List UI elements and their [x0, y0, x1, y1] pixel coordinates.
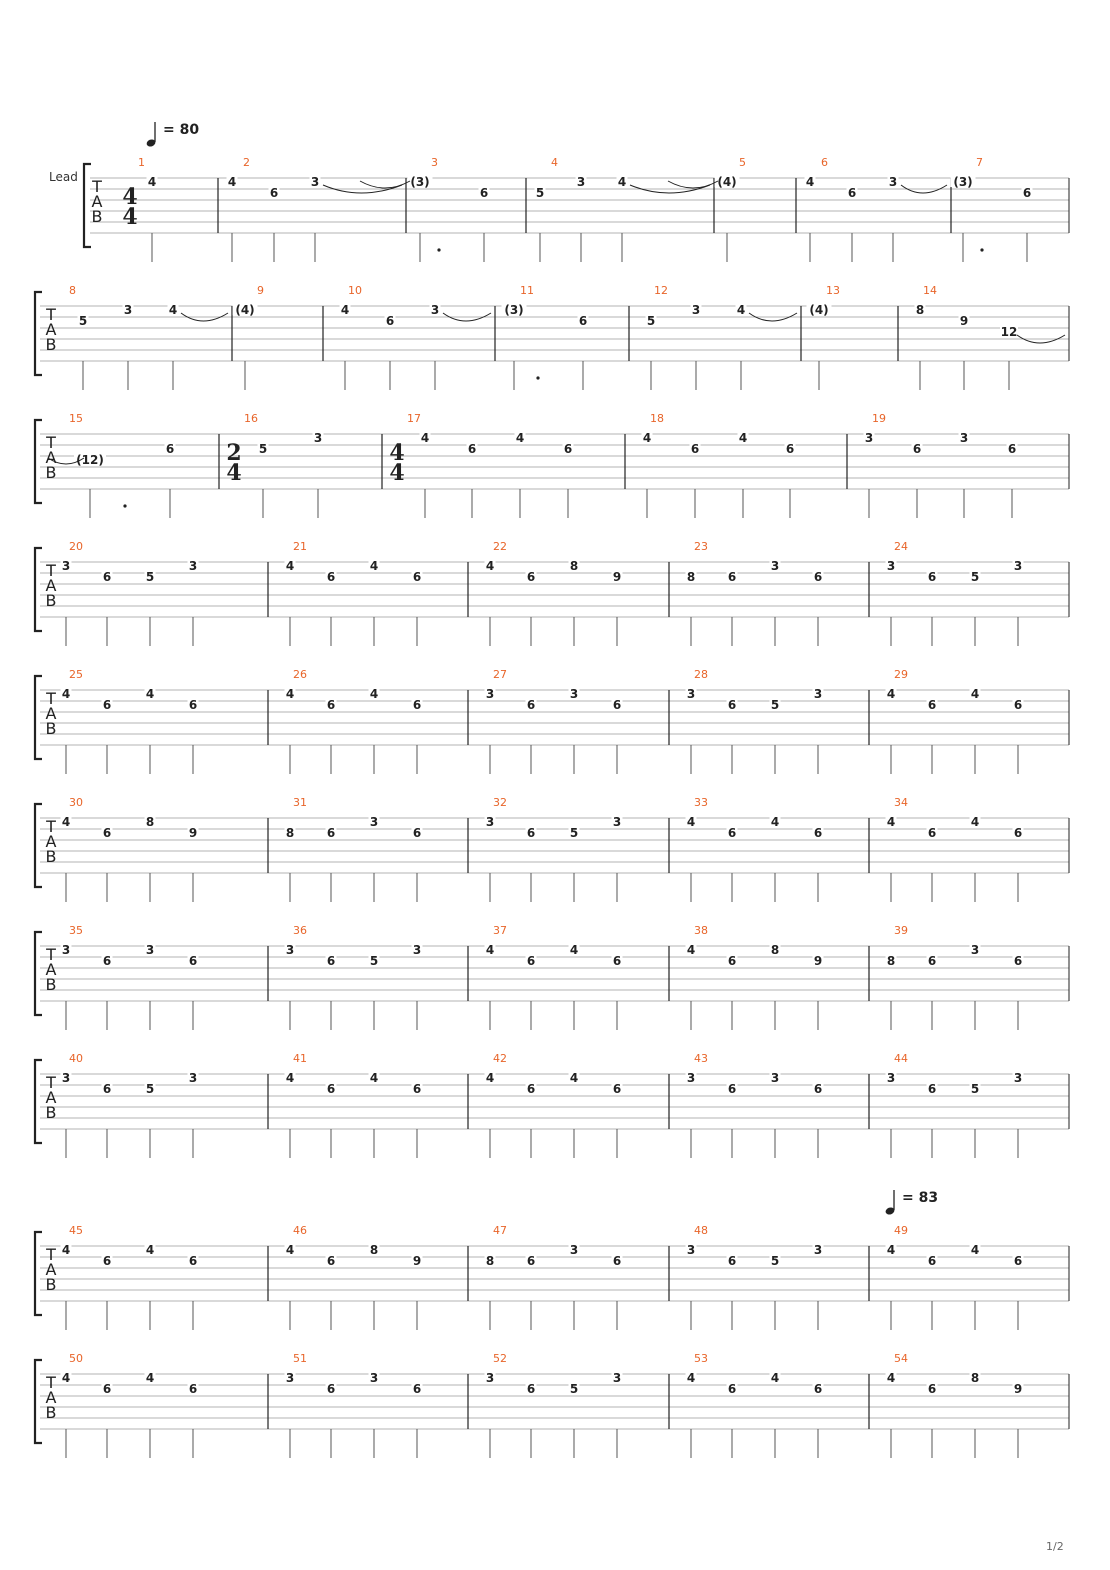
fret-number: 6 [912, 442, 922, 456]
tab-clef-letter: T [46, 305, 56, 324]
fret-number: 4 [770, 815, 780, 829]
measure-number: 11 [520, 284, 534, 297]
measure-number: 3 [431, 156, 438, 169]
fret-number: 4 [147, 175, 157, 189]
page-number: 1/2 [1046, 1540, 1064, 1553]
fret-number: 3 [61, 1071, 71, 1085]
fret-number: 6 [847, 186, 857, 200]
measure-number: 46 [293, 1224, 307, 1237]
dotted-rest [437, 248, 440, 251]
tab-clef-letter: B [45, 1403, 57, 1422]
fret-number: 5 [145, 570, 155, 584]
fret-number: 6 [269, 186, 279, 200]
fret-number: 9 [813, 954, 823, 968]
fret-number: 6 [1013, 954, 1023, 968]
fret-number: 3 [485, 1371, 495, 1385]
fret-number: 6 [1013, 1254, 1023, 1268]
measure-number: 4 [551, 156, 558, 169]
fret-number: 6 [188, 698, 198, 712]
measure-number: 7 [976, 156, 983, 169]
fret-number: 6 [188, 1382, 198, 1396]
fret-number: 6 [612, 954, 622, 968]
tab-clef-letter: B [45, 591, 57, 610]
measure-number: 9 [257, 284, 264, 297]
fret-number: 9 [188, 826, 198, 840]
system-bracket [35, 548, 42, 631]
tempo-value: = 80 [163, 122, 200, 138]
measure-number: 28 [694, 668, 708, 681]
fret-number: 6 [188, 1254, 198, 1268]
fret-number: 5 [569, 826, 579, 840]
fret-number: 4 [886, 687, 896, 701]
fret-number: 4 [61, 687, 71, 701]
fret-number: 3 [970, 943, 980, 957]
measure-number: 13 [826, 284, 840, 297]
fret-number: 6 [612, 698, 622, 712]
fret-number: 5 [258, 442, 268, 456]
system-bracket [35, 420, 42, 503]
measure-number: 2 [243, 156, 250, 169]
fret-number: 3 [1013, 559, 1023, 573]
fret-number: 6 [1013, 698, 1023, 712]
system-bracket [35, 932, 42, 1015]
fret-number: 6 [1007, 442, 1017, 456]
fret-number: 8 [686, 570, 696, 584]
time-signature-top: 2 [226, 440, 242, 466]
system-bracket [35, 676, 42, 759]
tab-clef-letter: T [46, 1073, 56, 1092]
fret-number: 6 [690, 442, 700, 456]
tab-clef-letter: T [46, 689, 56, 708]
fret-number: 6 [785, 442, 795, 456]
measure-number: 30 [69, 796, 83, 809]
fret-number: 3 [686, 687, 696, 701]
fret-number: 5 [770, 698, 780, 712]
fret-number: 3 [310, 175, 320, 189]
measure-number: 33 [694, 796, 708, 809]
fret-number: 6 [727, 1082, 737, 1096]
measure-number: 18 [650, 412, 664, 425]
fret-number: 6 [102, 826, 112, 840]
fret-number: 5 [535, 186, 545, 200]
fret-number: 3 [691, 303, 701, 317]
fret-number: 6 [526, 570, 536, 584]
fret-number: 3 [1013, 1071, 1023, 1085]
tempo-value: = 83 [902, 1190, 939, 1206]
fret-number: 3 [612, 1371, 622, 1385]
tab-clef-letter: A [45, 576, 57, 595]
fret-number: 8 [770, 943, 780, 957]
fret-number: 9 [412, 1254, 422, 1268]
fret-number: 3 [686, 1243, 696, 1257]
fret-number: 4 [340, 303, 350, 317]
fret-number: 8 [369, 1243, 379, 1257]
fret-number: 5 [770, 1254, 780, 1268]
tab-clef-letter: A [45, 960, 57, 979]
measure-number: 19 [872, 412, 886, 425]
fret-number: 6 [927, 1082, 937, 1096]
fret-number: 6 [326, 698, 336, 712]
fret-number: 3 [612, 815, 622, 829]
fret-number: 6 [326, 570, 336, 584]
fret-number: 4 [886, 815, 896, 829]
fret-number: 6 [927, 1382, 937, 1396]
fret-number: 6 [412, 1382, 422, 1396]
fret-number: (4) [717, 175, 737, 189]
fret-number: 3 [412, 943, 422, 957]
measure-number: 37 [493, 924, 507, 937]
fret-number: 4 [61, 1243, 71, 1257]
fret-number: 6 [326, 826, 336, 840]
measure-number: 17 [407, 412, 421, 425]
measure-number: 25 [69, 668, 83, 681]
fret-number: 3 [369, 815, 379, 829]
fret-number: 6 [727, 1254, 737, 1268]
fret-number: 8 [285, 826, 295, 840]
fret-number: 3 [569, 1243, 579, 1257]
fret-number: 3 [485, 687, 495, 701]
fret-number: 4 [886, 1243, 896, 1257]
fret-number: 6 [526, 954, 536, 968]
fret-number: 3 [864, 431, 874, 445]
measure-number: 38 [694, 924, 708, 937]
measure-number: 36 [293, 924, 307, 937]
time-signature-bottom: 4 [389, 460, 405, 486]
measure-number: 14 [923, 284, 937, 297]
dotted-rest [536, 376, 539, 379]
tie-arc [360, 181, 410, 188]
fret-number: 12 [1000, 325, 1018, 339]
measure-number: 16 [244, 412, 258, 425]
measure-number: 45 [69, 1224, 83, 1237]
fret-number: 8 [915, 303, 925, 317]
measure-number: 27 [493, 668, 507, 681]
tab-clef-letter: B [45, 463, 57, 482]
fret-number: 4 [485, 943, 495, 957]
fret-number: 6 [102, 954, 112, 968]
fret-number: 5 [569, 1382, 579, 1396]
tab-clef-letter: A [45, 832, 57, 851]
tab-clef-letter: T [46, 433, 56, 452]
system-bracket [84, 164, 91, 247]
fret-number: 8 [485, 1254, 495, 1268]
time-signature-top: 4 [122, 184, 138, 210]
fret-number: 9 [1013, 1382, 1023, 1396]
fret-number: 3 [145, 943, 155, 957]
fret-number: 6 [927, 954, 937, 968]
tab-clef-letter: T [46, 1373, 56, 1392]
tab-clef-letter: B [45, 719, 57, 738]
fret-number: 6 [612, 1082, 622, 1096]
fret-number: 5 [646, 314, 656, 328]
fret-number: 6 [102, 698, 112, 712]
fret-number: 6 [813, 1382, 823, 1396]
dotted-rest [123, 504, 126, 507]
fret-number: 4 [285, 559, 295, 573]
fret-number: 3 [886, 559, 896, 573]
fret-number: (12) [76, 453, 104, 467]
tab-clef-letter: A [45, 1388, 57, 1407]
measure-number: 32 [493, 796, 507, 809]
fret-number: 5 [970, 1082, 980, 1096]
fret-number: 4 [686, 943, 696, 957]
system-bracket [35, 1232, 42, 1315]
measure-number: 8 [69, 284, 76, 297]
fret-number: 6 [326, 1382, 336, 1396]
fret-number: 4 [686, 815, 696, 829]
measure-number: 29 [894, 668, 908, 681]
system-bracket [35, 1360, 42, 1443]
measure-number: 51 [293, 1352, 307, 1365]
fret-number: 6 [102, 1254, 112, 1268]
fret-number: 6 [727, 698, 737, 712]
fret-number: 6 [927, 698, 937, 712]
fret-number: 6 [412, 570, 422, 584]
fret-number: 4 [738, 431, 748, 445]
fret-number: 3 [430, 303, 440, 317]
system-bracket [35, 1060, 42, 1143]
measure-number: 50 [69, 1352, 83, 1365]
fret-number: 5 [369, 954, 379, 968]
fret-number: 6 [526, 1082, 536, 1096]
fret-number: 4 [145, 687, 155, 701]
fret-number: 6 [578, 314, 588, 328]
quarter-note-icon [884, 1186, 900, 1218]
fret-number: 6 [813, 826, 823, 840]
measure-number: 21 [293, 540, 307, 553]
tab-clef-letter: A [91, 192, 103, 211]
fret-number: 3 [188, 559, 198, 573]
tab-clef-letter: T [46, 945, 56, 964]
fret-number: 6 [526, 1254, 536, 1268]
fret-number: 6 [412, 1082, 422, 1096]
measure-number: 20 [69, 540, 83, 553]
fret-number: 4 [145, 1371, 155, 1385]
measure-number: 35 [69, 924, 83, 937]
measure-number: 49 [894, 1224, 908, 1237]
fret-number: 4 [285, 687, 295, 701]
tab-clef-letter: A [45, 1260, 57, 1279]
time-signature-top: 4 [389, 440, 405, 466]
fret-number: 4 [369, 1071, 379, 1085]
measure-number: 1 [138, 156, 145, 169]
fret-number: 4 [61, 1371, 71, 1385]
measure-number: 39 [894, 924, 908, 937]
fret-number: 3 [813, 1243, 823, 1257]
fret-number: (3) [504, 303, 524, 317]
measure-number: 44 [894, 1052, 908, 1065]
fret-number: 6 [102, 1082, 112, 1096]
fret-number: 6 [612, 1254, 622, 1268]
fret-number: 6 [326, 954, 336, 968]
fret-number: 3 [285, 943, 295, 957]
fret-number: 6 [479, 186, 489, 200]
measure-number: 24 [894, 540, 908, 553]
fret-number: 4 [970, 815, 980, 829]
measure-number: 6 [821, 156, 828, 169]
tab-clef-letter: B [45, 1275, 57, 1294]
fret-number: 4 [736, 303, 746, 317]
fret-number: 3 [188, 1071, 198, 1085]
fret-number: 3 [686, 1071, 696, 1085]
fret-number: 8 [145, 815, 155, 829]
fret-number: 3 [888, 175, 898, 189]
fret-number: 4 [617, 175, 627, 189]
fret-number: 3 [770, 559, 780, 573]
measure-number: 22 [493, 540, 507, 553]
fret-number: 4 [569, 1071, 579, 1085]
fret-number: (4) [235, 303, 255, 317]
fret-number: 3 [123, 303, 133, 317]
fret-number: 4 [485, 559, 495, 573]
tab-clef-letter: B [91, 207, 103, 226]
fret-number: 4 [145, 1243, 155, 1257]
tab-clef-letter: A [45, 448, 57, 467]
fret-number: 6 [927, 570, 937, 584]
fret-number: 6 [927, 826, 937, 840]
tab-clef-letter: T [46, 561, 56, 580]
quarter-note-icon [145, 118, 161, 150]
measure-number: 31 [293, 796, 307, 809]
measure-number: 48 [694, 1224, 708, 1237]
measure-number: 40 [69, 1052, 83, 1065]
fret-number: 3 [313, 431, 323, 445]
fret-number: 3 [886, 1071, 896, 1085]
measure-number: 53 [694, 1352, 708, 1365]
fret-number: 3 [369, 1371, 379, 1385]
fret-number: 6 [326, 1254, 336, 1268]
fret-number: 4 [970, 1243, 980, 1257]
fret-number: 6 [467, 442, 477, 456]
fret-number: 4 [569, 943, 579, 957]
fret-number: 6 [727, 954, 737, 968]
measure-number: 54 [894, 1352, 908, 1365]
tab-clef-letter: A [45, 704, 57, 723]
tab-clef-letter: A [45, 320, 57, 339]
measure-number: 52 [493, 1352, 507, 1365]
tab-clef-letter: T [92, 177, 102, 196]
track-name: Lead [49, 170, 78, 184]
measure-number: 15 [69, 412, 83, 425]
fret-number: 4 [805, 175, 815, 189]
measure-number: 43 [694, 1052, 708, 1065]
fret-number: 6 [813, 570, 823, 584]
fret-number: 4 [168, 303, 178, 317]
fret-number: 8 [569, 559, 579, 573]
fret-number: 6 [727, 570, 737, 584]
fret-number: 6 [563, 442, 573, 456]
fret-number: 6 [727, 826, 737, 840]
measure-number: 47 [493, 1224, 507, 1237]
fret-number: 6 [412, 698, 422, 712]
fret-number: 3 [285, 1371, 295, 1385]
fret-number: 9 [612, 570, 622, 584]
fret-number: 4 [515, 431, 525, 445]
tie-arc [668, 181, 718, 188]
fret-number: 5 [78, 314, 88, 328]
fret-number: 4 [970, 687, 980, 701]
fret-number: 9 [959, 314, 969, 328]
fret-number: 6 [813, 1082, 823, 1096]
fret-number: (4) [809, 303, 829, 317]
fret-number: 6 [1022, 186, 1032, 200]
measure-number: 41 [293, 1052, 307, 1065]
fret-number: 4 [285, 1243, 295, 1257]
measure-number: 34 [894, 796, 908, 809]
fret-number: 4 [886, 1371, 896, 1385]
fret-number: 4 [61, 815, 71, 829]
fret-number: 8 [886, 954, 896, 968]
measure-number: 42 [493, 1052, 507, 1065]
fret-number: (3) [410, 175, 430, 189]
measure-number: 10 [348, 284, 362, 297]
fret-number: 3 [61, 559, 71, 573]
fret-number: 6 [326, 1082, 336, 1096]
fret-number: 6 [526, 698, 536, 712]
tab-clef-letter: B [45, 847, 57, 866]
measure-number: 12 [654, 284, 668, 297]
time-signature-bottom: 4 [122, 204, 138, 230]
fret-number: 4 [227, 175, 237, 189]
fret-number: 3 [770, 1071, 780, 1085]
fret-number: 8 [970, 1371, 980, 1385]
fret-number: 6 [188, 954, 198, 968]
fret-number: 4 [770, 1371, 780, 1385]
system-bracket [35, 292, 42, 375]
fret-number: 6 [102, 1382, 112, 1396]
fret-number: 4 [642, 431, 652, 445]
fret-number: 4 [369, 687, 379, 701]
measure-number: 26 [293, 668, 307, 681]
tab-clef-letter: B [45, 975, 57, 994]
fret-number: 6 [165, 442, 175, 456]
fret-number: 3 [959, 431, 969, 445]
fret-number: 3 [61, 943, 71, 957]
fret-number: 6 [526, 826, 536, 840]
fret-number: 6 [927, 1254, 937, 1268]
fret-number: 6 [727, 1382, 737, 1396]
measure-number: 23 [694, 540, 708, 553]
fret-number: 6 [526, 1382, 536, 1396]
fret-number: 5 [145, 1082, 155, 1096]
fret-number: 5 [970, 570, 980, 584]
tab-clef-letter: A [45, 1088, 57, 1107]
system-bracket [35, 804, 42, 887]
tab-clef-letter: T [46, 1245, 56, 1264]
time-signature-bottom: 4 [226, 460, 242, 486]
measure-number: 5 [739, 156, 746, 169]
fret-number: 3 [813, 687, 823, 701]
fret-number: 3 [569, 687, 579, 701]
tab-clef-letter: B [45, 1103, 57, 1122]
fret-number: (3) [953, 175, 973, 189]
tab-clef-letter: T [46, 817, 56, 836]
tab-clef-letter: B [45, 335, 57, 354]
fret-number: 3 [485, 815, 495, 829]
fret-number: 3 [576, 175, 586, 189]
fret-number: 4 [686, 1371, 696, 1385]
fret-number: 4 [420, 431, 430, 445]
fret-number: 6 [102, 570, 112, 584]
dotted-rest [980, 248, 983, 251]
fret-number: 6 [412, 826, 422, 840]
fret-number: 4 [485, 1071, 495, 1085]
fret-number: 6 [385, 314, 395, 328]
fret-number: 4 [285, 1071, 295, 1085]
fret-number: 6 [1013, 826, 1023, 840]
fret-number: 4 [369, 559, 379, 573]
